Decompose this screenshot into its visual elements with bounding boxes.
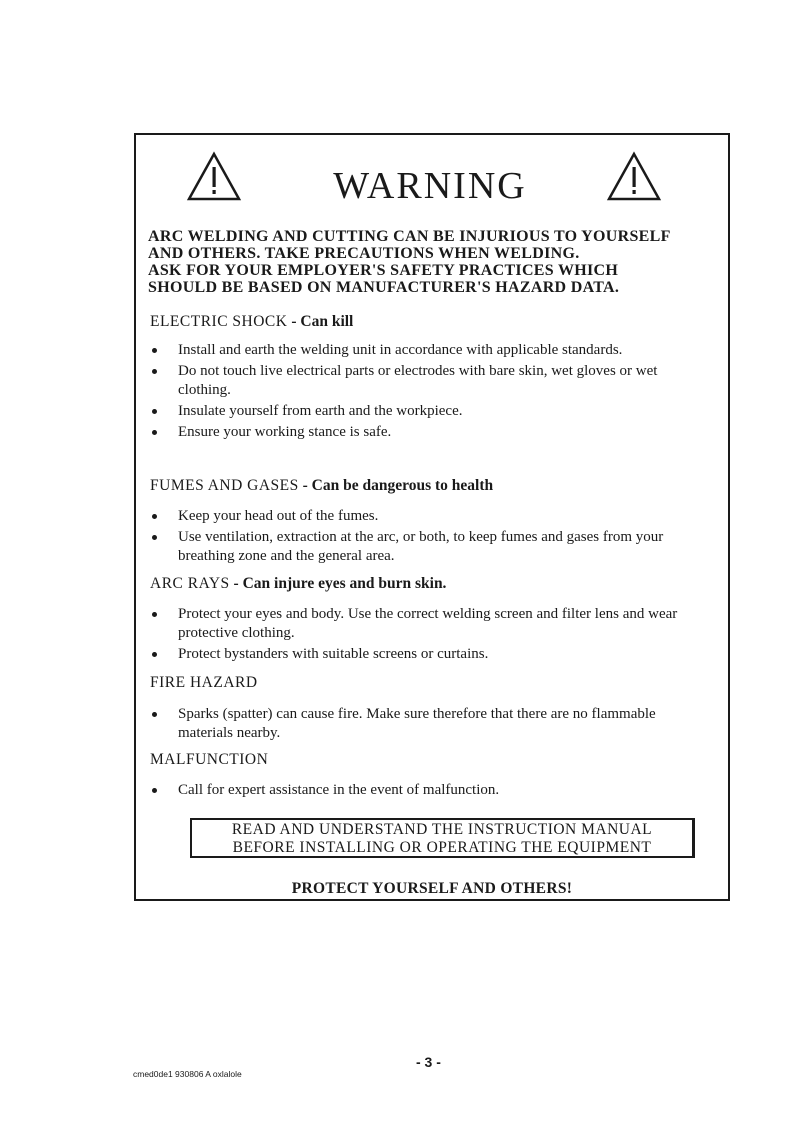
list-item-text: Protect your eyes and body. Use the correct welding screen and filter lens and wear protective clothing.	[178, 606, 678, 641]
intro-line: AND OTHERS. TAKE PRECAUTIONS WHEN WELDING.	[148, 245, 580, 262]
section-subtitle: - Can be dangerous to health	[298, 477, 494, 494]
list-item	[150, 528, 710, 566]
list-item-text: Insulate yourself from earth and the workpiece.	[178, 403, 463, 419]
list-item	[150, 605, 710, 643]
list-item	[150, 402, 710, 421]
list-item	[150, 781, 710, 800]
warning-triangle-icon	[606, 150, 662, 202]
notice-line: BEFORE INSTALLING OR OPERATING THE EQUIPMENT	[232, 839, 652, 856]
protect-yourself-line: PROTECT YOURSELF AND OTHERS!	[291, 880, 573, 897]
section-subtitle: - Can kill	[287, 313, 354, 330]
section-name: MALFUNCTION	[150, 751, 269, 768]
list-item	[150, 423, 710, 442]
section-name: FIRE HAZARD	[150, 674, 258, 691]
bullet-list-arc-rays	[150, 605, 710, 666]
bullet-list-electric-shock	[150, 341, 710, 444]
intro-line: ASK FOR YOUR EMPLOYER'S SAFETY PRACTICES WHICH	[148, 262, 619, 279]
list-item-text: Do not touch live electrical parts or electrodes with bare skin, wet gloves or wet clothing.	[178, 363, 658, 398]
page-title: WARNING	[333, 165, 527, 207]
bullet-icon	[152, 535, 157, 540]
bullet-icon	[152, 369, 157, 374]
bullet-icon	[152, 712, 157, 717]
list-item-text: Call for expert assistance in the event of malfunction.	[178, 782, 500, 798]
section-name: ELECTRIC SHOCK	[150, 313, 288, 330]
bullet-icon	[152, 348, 157, 353]
page-number: - 3 -	[416, 1054, 441, 1070]
section-heading-fire-hazard	[150, 674, 258, 692]
list-item	[150, 507, 710, 526]
list-item-text: Ensure your working stance is safe.	[178, 424, 392, 440]
read-manual-notice	[190, 818, 695, 858]
list-item-text: Sparks (spatter) can cause fire. Make sure therefore that there are no flammable materials nearby.	[178, 706, 656, 741]
bullet-icon	[152, 652, 157, 657]
list-item-text: Protect bystanders with suitable screens or curtains.	[178, 646, 489, 662]
notice-line: READ AND UNDERSTAND THE INSTRUCTION MANUAL	[231, 821, 653, 838]
warning-triangle-icon	[186, 150, 242, 202]
section-heading-arc-rays	[150, 575, 446, 593]
document-code: cmed0de1 930806 A oxlalole	[133, 1069, 242, 1079]
bullet-list-fire-hazard	[150, 705, 710, 745]
section-name: ARC RAYS	[150, 575, 230, 592]
list-item	[150, 645, 710, 664]
bullet-icon	[152, 409, 157, 414]
section-heading-malfunction	[150, 751, 268, 769]
intro-line: SHOULD BE BASED ON MANUFACTURER'S HAZARD DATA.	[148, 279, 620, 296]
section-heading-electric-shock	[150, 313, 353, 331]
list-item-text: Keep your head out of the fumes.	[178, 508, 379, 524]
list-item	[150, 362, 710, 400]
intro-line: ARC WELDING AND CUTTING CAN BE INJURIOUS TO YOURSELF	[148, 228, 671, 245]
intro-statement	[148, 228, 718, 296]
bullet-icon	[152, 788, 157, 793]
list-item-text: Install and earth the welding unit in accordance with applicable standards.	[178, 342, 623, 358]
bullet-icon	[152, 514, 157, 519]
list-item	[150, 705, 710, 743]
section-name: FUMES AND GASES	[150, 477, 299, 494]
bullet-list-malfunction	[150, 781, 710, 802]
list-item-text: Use ventilation, extraction at the arc, or both, to keep fumes and gases from your breathing zone and the general area.	[178, 529, 664, 564]
section-subtitle: - Can injure eyes and burn skin.	[229, 575, 447, 592]
bullet-icon	[152, 612, 157, 617]
bullet-icon	[152, 430, 157, 435]
section-heading-fumes-and-gases	[150, 477, 493, 495]
bullet-list-fumes-and-gases	[150, 507, 710, 568]
list-item	[150, 341, 710, 360]
